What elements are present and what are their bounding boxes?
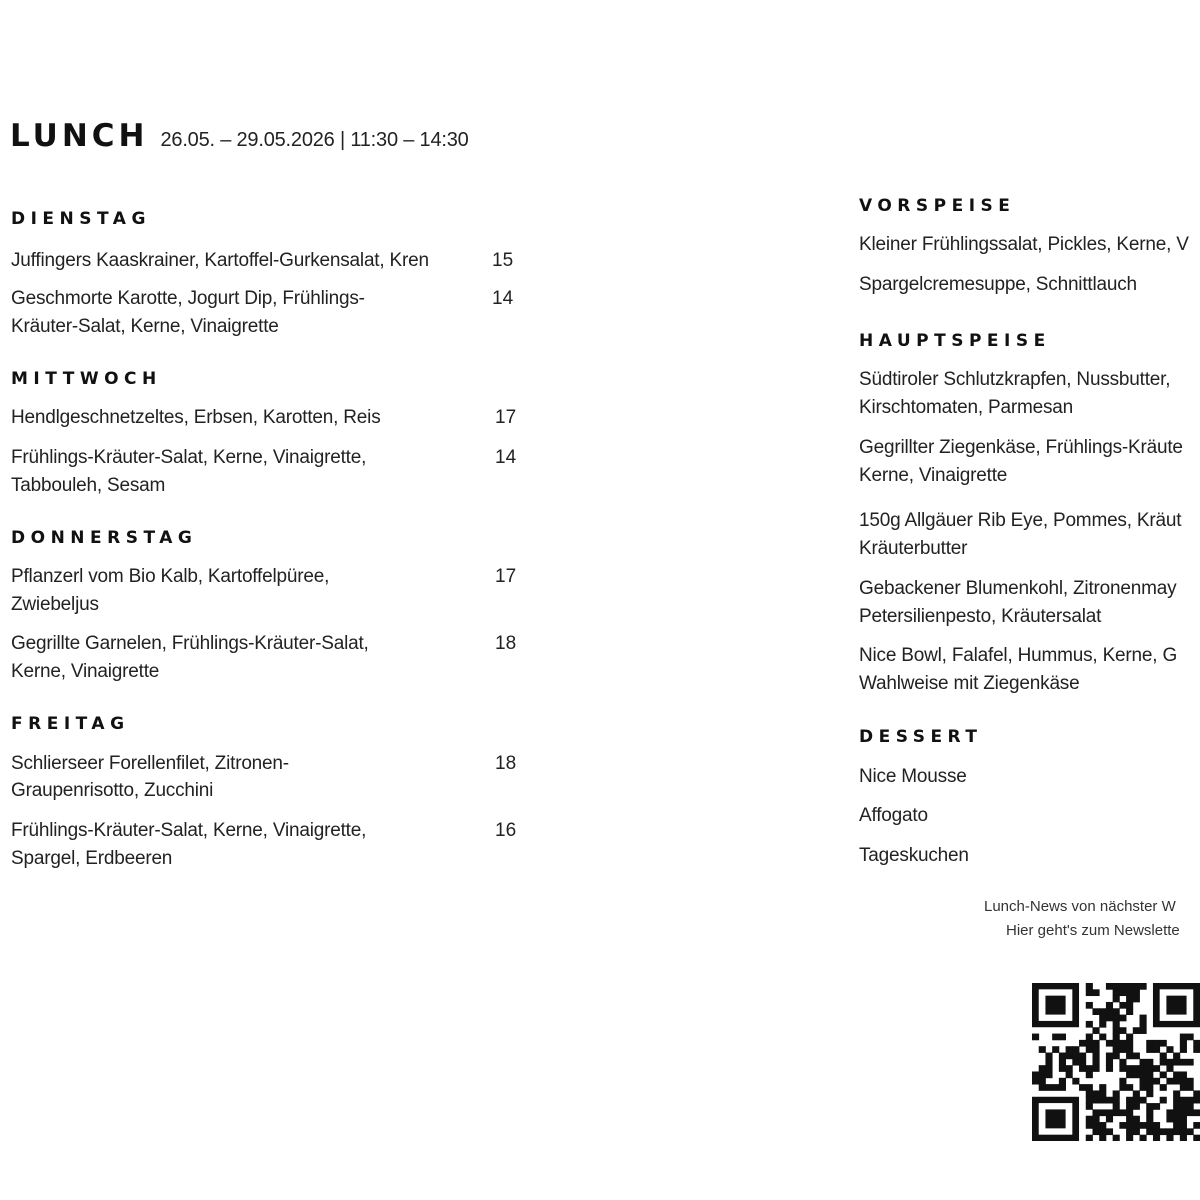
menu-item-price: 15 (492, 250, 514, 271)
newsletter-note-line2: Hier geht's zum Newslette (1006, 922, 1180, 939)
menu-item-price: 14 (492, 288, 514, 309)
menu-item-text: Kleiner Frühlingssalat, Pickles, Kerne, V (859, 234, 1189, 255)
date-time-range: 26.05. – 29.05.2026 | 11:30 – 14:30 (160, 129, 469, 151)
menu-item-text: Frühlings-Kräuter-Salat, Kerne, Vinaigrette, (11, 447, 367, 468)
menu-item-price: 18 (495, 633, 517, 654)
menu-item-text: Südtiroler Schlutzkrapfen, Nussbutter, (859, 369, 1171, 390)
day-heading-mittwoch: MITTWOCH (11, 369, 162, 389)
page-title (10, 118, 469, 154)
menu-item-text: Nice Mousse (859, 766, 967, 787)
menu-item-text: Schlierseer Forellenfilet, Zitronen- (11, 753, 289, 774)
day-heading-donnerstag: DONNERSTAG (11, 528, 198, 548)
menu-item-text-cont: Zwiebeljus (11, 594, 99, 615)
section-heading-dessert: DESSERT (859, 727, 983, 747)
menu-item-text-cont: Tabbouleh, Sesam (11, 475, 166, 496)
section-heading-vorspeise: VORSPEISE (859, 196, 1016, 216)
title-lunch: LUNCH (10, 118, 149, 154)
day-heading-freitag: FREITAG (11, 714, 130, 734)
menu-item-price: 17 (495, 407, 517, 428)
menu-item-text: Spargelcremesuppe, Schnittlauch (859, 274, 1137, 295)
menu-item-text-cont: Kerne, Vinaigrette (11, 661, 160, 682)
menu-item-text: Gebackener Blumenkohl, Zitronenmay (859, 578, 1177, 599)
menu-item-text-cont: Spargel, Erdbeeren (11, 848, 173, 869)
menu-item-text: Frühlings-Kräuter-Salat, Kerne, Vinaigrette, (11, 820, 367, 841)
menu-item-text-cont: Kerne, Vinaigrette (859, 465, 1008, 486)
newsletter-note-line1: Lunch-News von nächster W (984, 898, 1176, 915)
menu-item-text: Gegrillte Garnelen, Frühlings-Kräuter-Salat, (11, 633, 369, 654)
menu-item-text-cont: Graupenrisotto, Zucchini (11, 780, 214, 801)
menu-item-text: Hendlgeschnetzeltes, Erbsen, Karotten, Reis (11, 407, 381, 428)
menu-item-text-cont: Wahlweise mit Ziegenkäse (859, 673, 1080, 694)
menu-item-price: 17 (495, 566, 517, 587)
menu-item-text: Nice Bowl, Falafel, Hummus, Kerne, G (859, 645, 1178, 666)
menu-item-text: Juffingers Kaaskrainer, Kartoffel-Gurkensalat, Kren (11, 250, 429, 271)
menu-item-text: Geschmorte Karotte, Jogurt Dip, Frühlings- (11, 288, 365, 309)
menu-item-text: Gegrillter Ziegenkäse, Frühlings-Kräute (859, 437, 1183, 458)
menu-item-text: Affogato (859, 805, 928, 826)
menu-item-text: Tageskuchen (859, 845, 969, 866)
menu-item-text-cont: Kräuterbutter (859, 538, 968, 559)
menu-item-price: 16 (495, 820, 517, 841)
menu-item-text: Pflanzerl vom Bio Kalb, Kartoffelpüree, (11, 566, 330, 587)
menu-item-price: 14 (495, 447, 517, 468)
qr-code-icon[interactable] (1032, 983, 1200, 1145)
day-heading-dienstag: DIENSTAG (11, 209, 151, 229)
menu-item-text-cont: Petersilienpesto, Kräutersalat (859, 606, 1102, 627)
menu-item-price: 18 (495, 753, 517, 774)
menu-item-text: 150g Allgäuer Rib Eye, Pommes, Kräut (859, 510, 1182, 531)
menu-item-text-cont: Kräuter-Salat, Kerne, Vinaigrette (11, 316, 279, 337)
section-heading-hauptspeise: HAUPTSPEISE (859, 331, 1051, 351)
menu-item-text-cont: Kirschtomaten, Parmesan (859, 397, 1073, 418)
